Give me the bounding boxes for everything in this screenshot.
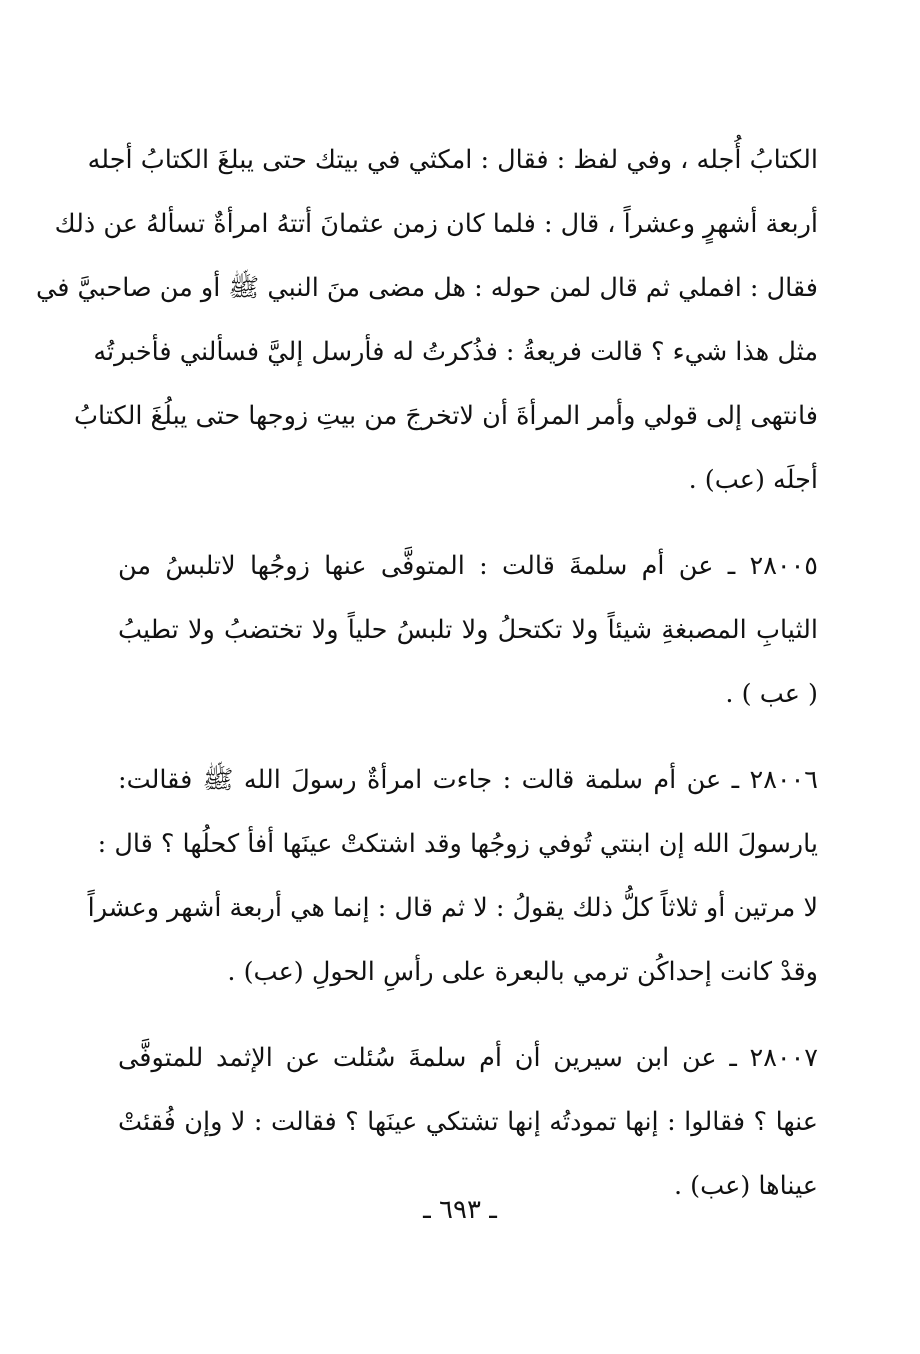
page-body [35,128,818,1218]
page-number: ـ ٦٩٣ ـ [423,1195,497,1225]
text-line: ( عب ) . [725,679,818,709]
paragraph-continuation [35,128,818,512]
text-line: ٢٨٠٠٥ ـ عن أم سلمةَ قالت : المتوفَّى عنها زوجُها لاتلبسُ من [118,551,818,581]
hadith-28006 [87,748,818,1004]
text-line: أجلَه (عب) . [688,465,818,495]
text-line: أربعة أشهرٍ وعشراً ، قال : فلما كان زمن عثمانَ أتتهُ امرأةٌ تسألهُ عن ذلك [54,209,818,239]
text-line: يارسولَ الله إن ابنتي تُوفي زوجُها وقد اشتكتْ عينَها أفأ كحلُها ؟ قال : [97,829,818,859]
hadith-28005 [118,534,818,726]
text-line: ٢٨٠٠٦ ـ عن أم سلمة قالت : جاءت امرأةٌ رسولَ الله ﷺ فقالت: [118,765,818,795]
text-line: فانتهى إلى قولي وأمر المرأةَ أن لاتخرجَ من بيتِ زوجها حتى يبلُغَ الكتابُ [74,401,818,431]
text-line: لا مرتين أو ثلاثاً كلُّ ذلك يقولُ : لا ثم قال : إنما هي أربعة أشهر وعشراً [87,893,818,923]
text-line: وقدْ كانت إحداكُن ترمي بالبعرة على رأسِ الحولِ (عب) . [227,957,818,987]
text-line: عيناها (عب) . [673,1171,818,1201]
text-line: عنها ؟ فقالوا : إنها تمودتُه إنها تشتكي عينَها ؟ فقالت : لا وإن فُقئتْ [118,1107,818,1137]
text-line: الثيابِ المصبغةِ شيئاً ولا تكتحلُ ولا تلبسُ حلياً ولا تختضبُ ولا تطيبُ [118,615,818,645]
text-line: الكتابُ أُجله ، وفي لفظ : فقال : امكثي في بيتك حتى يبلغَ الكتابُ أجله [87,145,818,175]
text-line: ٢٨٠٠٧ ـ عن ابن سيرين أن أم سلمةَ سُئلت عن الإثمد للمتوفَّى [118,1043,818,1073]
text-line: فقال : افملي ثم قال لمن حوله : هل مضى منَ النبي ﷺ أو من صاحبيَّ في [35,273,818,303]
text-line: مثل هذا شيء ؟ قالت فريعةُ : فذُكرتُ له فأرسل إليَّ فسألني فأخبرتُه [93,337,818,367]
